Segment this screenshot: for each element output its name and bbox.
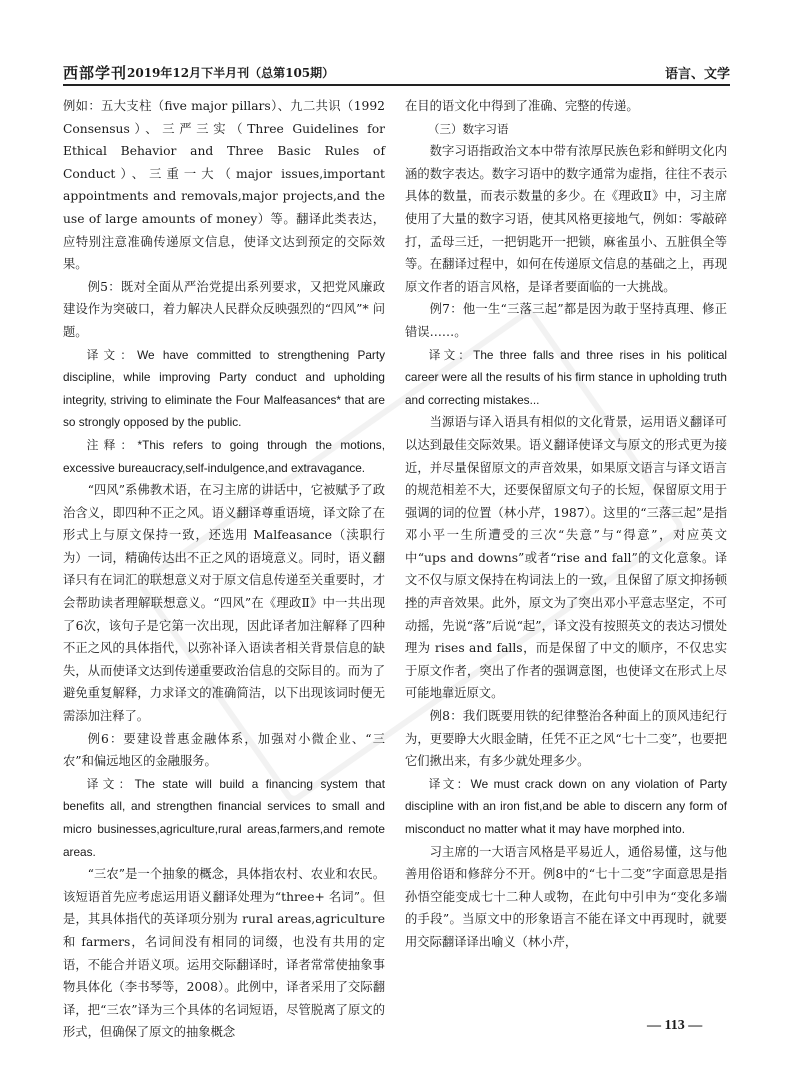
paragraph: 例7：他一生“三落三起”都是因为敢于坚持真理、修正错误……。 (405, 302, 727, 339)
paragraph: 在目的语文化中得到了准确、完整的传递。 (405, 99, 639, 113)
paragraph: “三农”是一个抽象的概念，具体指农村、农业和农民。该短语首先应考虑运用语义翻译处理为“three+ 名词”。但是，其具体指代的英译项分别为 rural areas,agriculture 和 farmers，名词间没有相同的词缀，也没有共用的定语，不能合并语义项。运用交际翻译时，译者常常使抽象事物具体化（李书琴等，2008）。此例中，译者采用了交际翻译，把“三农”译为三个具体的名词短语，尽管脱离了原文的形式，但确保了原文的抽象概念 (63, 867, 385, 1040)
paragraph: 译文：We must crack down on any violation of Party discipline with an iron fist,and be able to discern any form of misconduct no matter what it may have morphed into. (405, 776, 727, 836)
paragraph: 译文：The state will build a financing system that benefits all, and strengthen financial services to small and micro businesses,agriculture,rural areas,farmers,and remote areas. (63, 776, 385, 859)
issue-info: 2019年12月下半月刊（总第105期） (127, 66, 335, 80)
paragraph: 例如：五大支柱（five major pillars）、九二共识（1992 Consensus）、三严三实（Three Guidelines for Ethical Behavior and Three Basic Rules of Conduct）、三重一大（major issues,important appointments and removals,major projects,and the use of large amounts of money）等。翻译此类表达，应特别注意准确传递原文信息，使译文达到预定的交际效果。 (63, 99, 385, 272)
paragraph: 习主席的一大语言风格是平易近人，通俗易懂，这与他善用俗语和修辞分不开。例8中的“七十二变”字面意思是指孙悟空能变成七十二种人或物，在此句中引申为“变化多端的手段”。当原文中的形象语言不能在译文中再现时，就要用交际翻译译出喻义（林小芹， (405, 844, 727, 949)
paragraph: 注释：*This refers to going through the motions, excessive bureaucracy,self-indulgence,and extravagance. (63, 437, 385, 475)
left-column (63, 95, 385, 1044)
paragraph: 译文：The three falls and three rises in his political career were all the results of his firm stance in upholding truth and correcting mistakes... (405, 347, 727, 407)
page-number: — 113 — (647, 1018, 703, 1033)
paragraph: 数字习语指政治文本中带有浓厚民族色彩和鲜明文化内涵的数字表达。数字习语中的数字通常为虚指，往往不表示具体的数量，而表示数量的多少。在《理政Ⅱ》中，习主席使用了大量的数字习语，使其风格更接地气，例如：零敲碎打，孟母三迁，一把钥匙开一把锁，麻雀虽小、五脏俱全等等。在翻译过程中，如何在传递原文信息的基础之上，再现原文作者的语言风格，是译者要面临的一大挑战。 (405, 144, 727, 294)
right-column (405, 95, 727, 954)
running-header (63, 62, 730, 84)
paragraph: 例5：既对全面从严治党提出系列要求，又把党风廉政建设作为突破口，着力解决人民群众反映强烈的“四风”* 问题。 (63, 279, 385, 339)
paragraph: 例6：要建设普惠金融体系，加强对小微企业、“三农”和偏远地区的金融服务。 (63, 731, 385, 769)
paragraph: （三）数字习语 (428, 121, 509, 136)
paragraph: “四风”系佛教术语，在习主席的讲话中，它被赋予了政治含义，即四种不正之风。语义翻译尊重语境，译文除了在形式上与原文保持一致，还选用 Malfeasance（渎职行为）一词，精确传达出不正之风的语境意义。同时，语义翻译只有在词汇的联想意义对于原文信息传递至关重要时，才会帮助读者理解联想意义。“四风”在《理政Ⅱ》中一共出现了6次，该句子是它第一次出现，因此译者加注解释了四种不正之风的具体指代，以弥补译入语读者相关背景信息的缺失，从而使译文达到传递重要政治信息的交际目的。而为了避免重复解释，力求译文的准确简洁，以下出现该词时便无需添加注释了。 (63, 483, 385, 724)
header-rule (63, 84, 730, 86)
paragraph: 当源语与译入语具有相似的文化背景，运用语义翻译可以达到最佳交际效果。语义翻译使译文与原文的形式更为接近，并尽量保留原文的声音效果，如果原文语言与译文语言的规范相差不大，还要保留原文句子的长短，保留原文用于强调的词的位置（林小芹，1987）。这里的“三落三起”是指邓小平一生所遭受的三次“失意”与“得意”，对应英文中“ups and downs”或者“rise and fall”的文化意象。译文不仅与原文保持在构词法上的一致，且保留了原文抑扬顿挫的声音效果。此外，原文为了突出邓小平意志坚定，不可动摇，先说“落”后说“起”，译文没有按照英文的表达习惯处理为 rises and falls，而是保留了中文的顺序，不仅忠实于原文作者，突出了作者的强调意图，也使译文在形式上尽可能地靠近原文。 (405, 415, 727, 701)
paragraph: 例8：我们既要用铁的纪律整治各种面上的顶风违纪行为，更要睁大火眼金睛，任凭不正之风“七十二变”，也要把它们揪出来，有多少就处理多少。 (405, 709, 727, 769)
journal-logo: 西部学刊 (63, 64, 128, 82)
section-title: 语言、文学 (664, 67, 730, 82)
paragraph: 译文：We have committed to strengthening Party discipline, while improving Party conduct and upholding integrity, striving to eliminate the Four Malfeasances* that are so strongly opposed by the public. (63, 347, 385, 430)
